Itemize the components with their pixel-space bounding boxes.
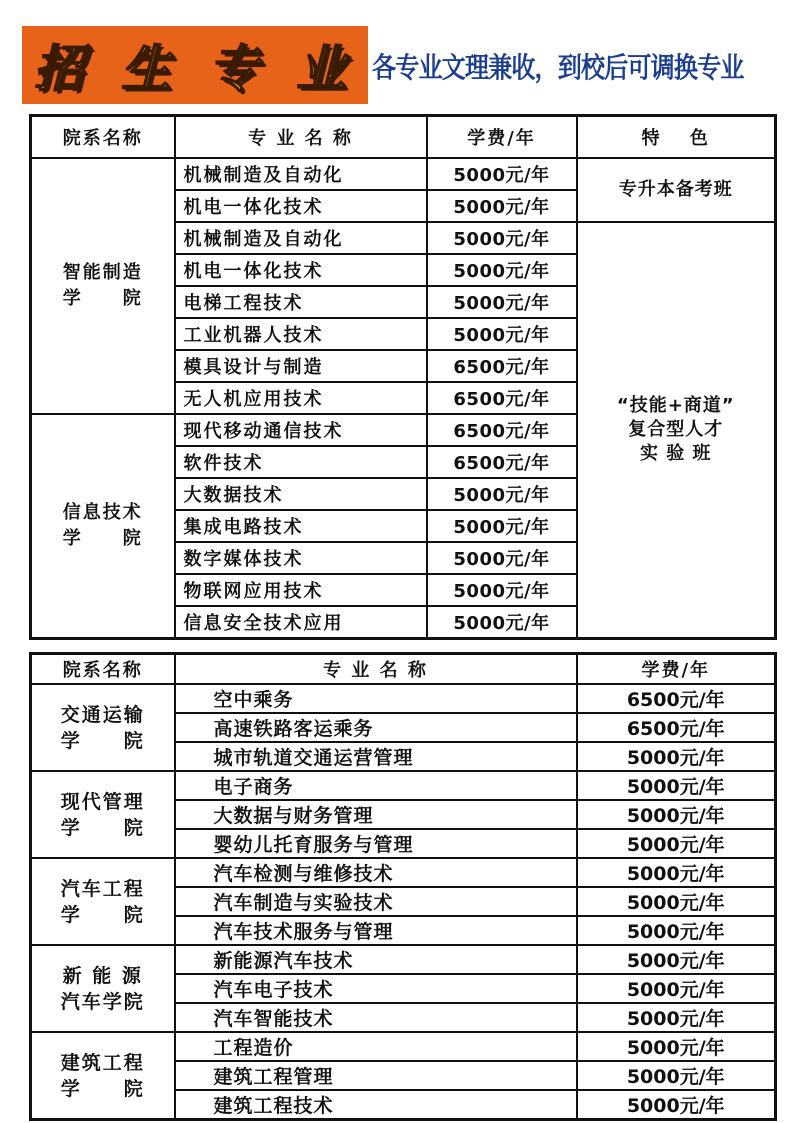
feature-text: 复合型人才 <box>628 419 724 440</box>
fee: 6500元/年 <box>577 713 776 742</box>
tuition-table-1 <box>29 114 777 640</box>
fee: 5000元/年 <box>427 574 577 606</box>
fee: 5000元/年 <box>577 887 776 916</box>
table-row <box>31 684 776 713</box>
table-row <box>31 158 776 190</box>
college-name: 信息技术 <box>62 502 143 523</box>
college-cell <box>31 1032 175 1120</box>
major-name: 空中乘务 <box>175 684 577 713</box>
college-name-suffix: 学 院 <box>60 729 145 752</box>
fee: 5000元/年 <box>427 190 577 222</box>
header-college: 院系名称 <box>31 654 175 685</box>
title-banner <box>22 26 368 104</box>
fee: 5000元/年 <box>577 1090 776 1120</box>
header-college: 院系名称 <box>31 116 175 159</box>
major-name: 软件技术 <box>175 446 427 478</box>
major-name: 机械制造及自动化 <box>175 158 427 190</box>
fee: 5000元/年 <box>427 254 577 286</box>
college-name-suffix: 学 院 <box>60 1077 145 1100</box>
tuition-table-2 <box>29 652 777 1121</box>
table-row <box>31 945 776 974</box>
feature-cell <box>577 158 776 222</box>
major-name: 汽车技术服务与管理 <box>175 916 577 945</box>
fee: 5000元/年 <box>577 829 776 858</box>
major-name: 集成电路技术 <box>175 510 427 542</box>
fee: 6500元/年 <box>577 684 776 713</box>
fee: 5000元/年 <box>577 771 776 800</box>
feature-text: “技能+商道” <box>616 395 735 416</box>
college-name: 新 能 源 <box>62 964 143 987</box>
feature-text: 专升本备考班 <box>618 179 733 200</box>
fee: 5000元/年 <box>577 742 776 771</box>
college-name-suffix: 学 院 <box>60 816 145 839</box>
header-fee: 学费/年 <box>577 654 776 685</box>
college-cell <box>31 771 175 858</box>
college-name-suffix: 学 院 <box>62 288 143 309</box>
major-name: 城市轨道交通运营管理 <box>175 742 577 771</box>
college-name-suffix: 汽车学院 <box>60 990 145 1013</box>
major-name: 建筑工程管理 <box>175 1061 577 1090</box>
table-row <box>31 771 776 800</box>
major-name: 工程造价 <box>175 1032 577 1061</box>
header-feature: 特 色 <box>577 116 776 159</box>
fee: 6500元/年 <box>427 446 577 478</box>
fee: 5000元/年 <box>427 478 577 510</box>
fee: 5000元/年 <box>577 858 776 887</box>
major-name: 机械制造及自动化 <box>175 222 427 254</box>
college-cell <box>31 414 175 639</box>
fee: 5000元/年 <box>427 158 577 190</box>
major-name: 现代移动通信技术 <box>175 414 427 446</box>
college-name-suffix: 学 院 <box>60 903 145 926</box>
header-fee: 学费/年 <box>427 116 577 159</box>
header-major: 专 业 名 称 <box>175 654 577 685</box>
major-name: 无人机应用技术 <box>175 382 427 414</box>
major-name: 电梯工程技术 <box>175 286 427 318</box>
page-title: 招 生 专 业 <box>33 40 357 98</box>
major-name: 汽车制造与实验技术 <box>175 887 577 916</box>
page-subtitle: 各专业文理兼收，到校后可调换专业 <box>372 51 744 84</box>
major-name: 建筑工程技术 <box>175 1090 577 1120</box>
fee: 5000元/年 <box>577 974 776 1003</box>
fee: 6500元/年 <box>427 414 577 446</box>
major-name: 大数据技术 <box>175 478 427 510</box>
college-name: 现代管理 <box>60 790 145 813</box>
major-name: 机电一体化技术 <box>175 254 427 286</box>
fee: 5000元/年 <box>427 286 577 318</box>
fee: 5000元/年 <box>577 945 776 974</box>
table-row <box>31 1032 776 1061</box>
major-name: 物联网应用技术 <box>175 574 427 606</box>
fee: 5000元/年 <box>427 606 577 639</box>
major-name: 汽车电子技术 <box>175 974 577 1003</box>
college-cell <box>31 158 175 414</box>
fee: 5000元/年 <box>577 1032 776 1061</box>
major-name: 婴幼儿托育服务与管理 <box>175 829 577 858</box>
fee: 5000元/年 <box>427 318 577 350</box>
major-name: 新能源汽车技术 <box>175 945 577 974</box>
college-name: 建筑工程 <box>60 1051 145 1074</box>
table-header-row <box>31 116 776 159</box>
fee: 5000元/年 <box>427 222 577 254</box>
college-cell <box>31 684 175 771</box>
major-name: 工业机器人技术 <box>175 318 427 350</box>
fee: 6500元/年 <box>427 350 577 382</box>
table-header-row <box>31 654 776 685</box>
header-major: 专 业 名 称 <box>175 116 427 159</box>
feature-text: 实 验 班 <box>639 443 712 464</box>
major-name: 电子商务 <box>175 771 577 800</box>
college-cell <box>31 945 175 1032</box>
fee: 5000元/年 <box>577 916 776 945</box>
major-name: 模具设计与制造 <box>175 350 427 382</box>
table-row <box>31 858 776 887</box>
major-name: 汽车检测与维修技术 <box>175 858 577 887</box>
fee: 5000元/年 <box>427 542 577 574</box>
fee: 5000元/年 <box>577 1061 776 1090</box>
major-name: 汽车智能技术 <box>175 1003 577 1032</box>
major-name: 大数据与财务管理 <box>175 800 577 829</box>
major-name: 数字媒体技术 <box>175 542 427 574</box>
fee: 5000元/年 <box>577 1003 776 1032</box>
fee: 5000元/年 <box>577 800 776 829</box>
major-name: 信息安全技术应用 <box>175 606 427 639</box>
college-name: 汽车工程 <box>60 877 145 900</box>
major-name: 高速铁路客运乘务 <box>175 713 577 742</box>
fee: 5000元/年 <box>427 510 577 542</box>
college-name: 智能制造 <box>62 262 143 283</box>
feature-cell <box>577 222 776 639</box>
college-name: 交通运输 <box>60 703 145 726</box>
major-name: 机电一体化技术 <box>175 190 427 222</box>
college-name-suffix: 学 院 <box>62 528 143 549</box>
college-cell <box>31 858 175 945</box>
fee: 6500元/年 <box>427 382 577 414</box>
